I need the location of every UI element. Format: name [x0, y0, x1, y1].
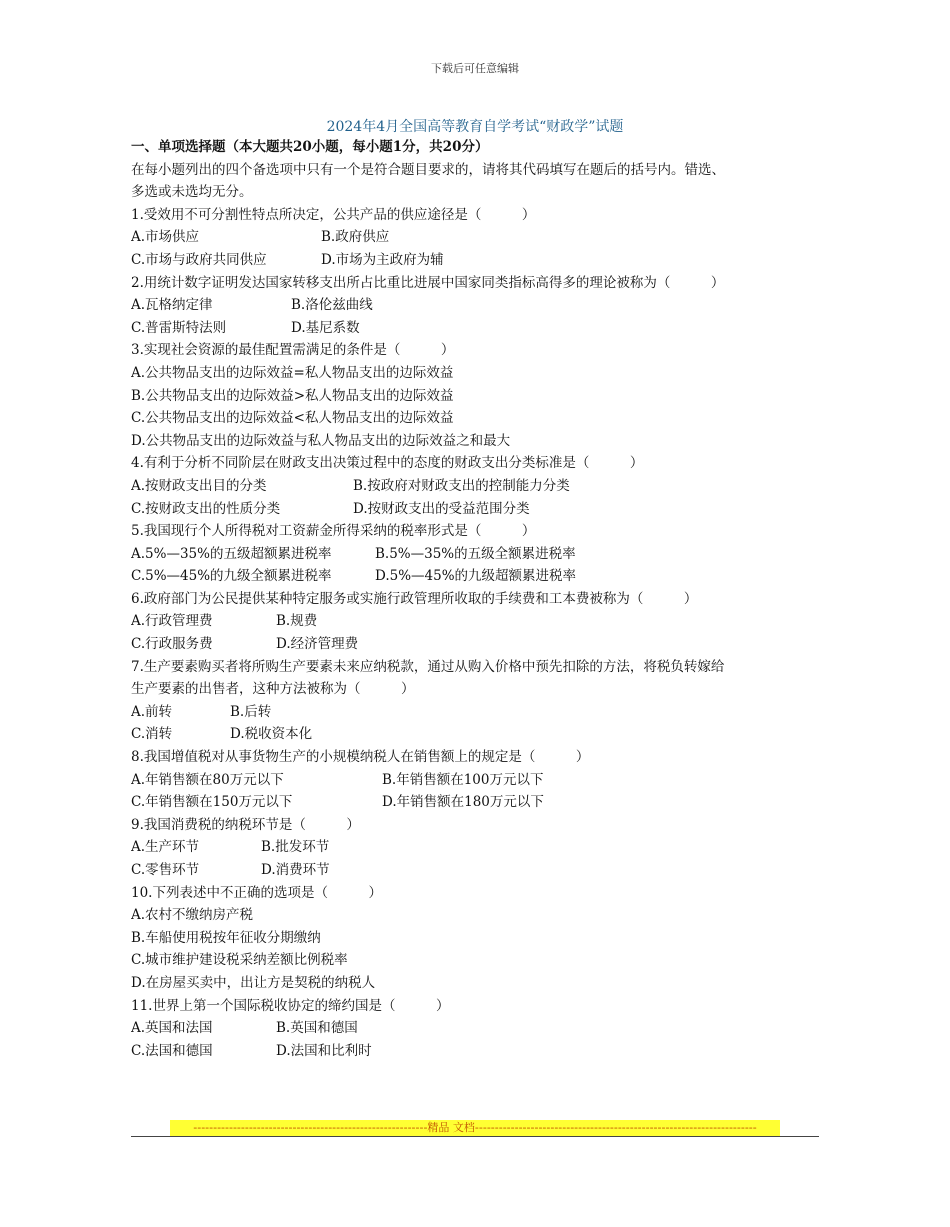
- option-row: [131, 1040, 831, 1063]
- question-stem: 1.受效用不可分割性特点所决定，公共产品的供应途径是（ ）: [131, 206, 536, 223]
- option-row: [131, 633, 831, 656]
- answer-option: B.政府供应: [321, 229, 390, 246]
- question-stem: 6.政府部门为公民提供某种特定服务或实施行政管理所收取的手续费和工本费被称为（ ）: [131, 590, 698, 607]
- question-stem: 8.我国增值税对从事货物生产的小规模纳税人在销售额上的规定是（ ）: [131, 749, 590, 766]
- option-row: [131, 294, 831, 317]
- question-item: [131, 272, 831, 340]
- option-row: [131, 543, 831, 566]
- answer-option: C.按财政支出的性质分类: [131, 500, 281, 517]
- answer-option: C.公共物品支出的边际效益<私人物品支出的边际效益: [131, 410, 454, 427]
- question-item: [131, 656, 831, 746]
- option-row: [131, 769, 831, 792]
- instructions-line-2: 多选或未选均无分。: [131, 184, 253, 201]
- question-stem: 11.世界上第一个国际税收协定的缔约国是（ ）: [131, 997, 450, 1014]
- answer-option: A.年销售额在80万元以下: [131, 771, 284, 788]
- option-row: [131, 317, 831, 340]
- option-row: [131, 475, 831, 498]
- option-row: [131, 791, 831, 814]
- answer-option: A.公共物品支出的边际效益=私人物品支出的边际效益: [131, 364, 454, 381]
- option-row: [131, 859, 831, 882]
- option-row: [131, 226, 831, 249]
- answer-option: B.洛伦兹曲线: [291, 297, 373, 314]
- option-row: [131, 1017, 831, 1040]
- answer-option: D.公共物品支出的边际效益与私人物品支出的边际效益之和最大: [131, 432, 511, 449]
- question-item: [131, 588, 831, 656]
- answer-option: A.瓦格纳定律: [131, 297, 213, 314]
- option-row: [131, 927, 831, 950]
- option-row: [131, 385, 831, 408]
- question-item: [131, 520, 831, 588]
- footer-divider: [131, 1136, 819, 1137]
- answer-option: B.年销售额在100万元以下: [382, 771, 544, 788]
- answer-option: B.规费: [276, 613, 318, 630]
- answer-option: B.英国和德国: [276, 1020, 358, 1037]
- question-item: [131, 995, 831, 1063]
- question-item: [131, 746, 831, 814]
- answer-option: D.按财政支出的受益范围分类: [353, 500, 530, 517]
- answer-option: A.农村不缴纳房产税: [131, 907, 254, 924]
- option-row: [131, 565, 831, 588]
- answer-option: B.批发环节: [261, 839, 330, 856]
- document-title: 2024年4月全国高等教育自学考试“财政学”试题: [326, 119, 624, 135]
- answer-option: D.经济管理费: [276, 636, 359, 653]
- answer-option: B.后转: [230, 703, 272, 720]
- question-stem: 7.生产要素购买者将所购生产要素未来应纳税款，通过从购入价格中预先扣除的方法，将税负转嫁给: [131, 658, 725, 675]
- question-item: [131, 452, 831, 520]
- answer-option: C.年销售额在150万元以下: [131, 794, 293, 811]
- question-stem: 生产要素的出售者，这种方法被称为（ ）: [131, 681, 415, 698]
- answer-option: B.公共物品支出的边际效益>私人物品支出的边际效益: [131, 387, 454, 404]
- answer-option: A.前转: [131, 703, 173, 720]
- answer-option: A.英国和法国: [131, 1020, 213, 1037]
- question-stem: 4.有利于分析不同阶层在财政支出决策过程中的态度的财政支出分类标准是（ ）: [131, 455, 644, 472]
- question-stem: 3.实现社会资源的最佳配置需满足的条件是（ ）: [131, 342, 455, 359]
- question-stem: 2.用统计数字证明发达国家转移支出所占比重比进展中国家同类指标高得多的理论被称为（ ）: [131, 274, 725, 291]
- option-row: [131, 610, 831, 633]
- answer-option: D.税收资本化: [230, 726, 313, 743]
- answer-option: D.在房屋买卖中，出让方是契税的纳税人: [131, 974, 376, 991]
- page-header: 下载后可任意编辑: [431, 62, 519, 75]
- answer-option: D.法国和比利时: [276, 1042, 372, 1059]
- option-row: [131, 836, 831, 859]
- answer-option: A.生产环节: [131, 839, 200, 856]
- answer-option: B.车船使用税按年征收分期缴纳: [131, 929, 321, 946]
- answer-option: C.市场与政府共同供应: [131, 251, 267, 268]
- option-row: [131, 904, 831, 927]
- option-row: [131, 701, 831, 724]
- answer-option: C.普雷斯特法则: [131, 319, 227, 336]
- option-row: [131, 249, 831, 272]
- answer-option: C.消转: [131, 726, 173, 743]
- option-row: [131, 407, 831, 430]
- answer-option: C.5%—45%的九级全额累进税率: [131, 568, 332, 585]
- answer-option: C.法国和德国: [131, 1042, 213, 1059]
- question-item: [131, 339, 831, 452]
- option-row: [131, 949, 831, 972]
- option-row: [131, 430, 831, 453]
- exam-content: [131, 136, 831, 1062]
- answer-option: B.5%—35%的五级全额累进税率: [375, 545, 576, 562]
- answer-option: C.城市维护建设税采纳差额比例税率: [131, 952, 348, 969]
- answer-option: A.按财政支出目的分类: [131, 477, 267, 494]
- answer-option: D.基尼系数: [291, 319, 360, 336]
- question-stem: 10.下列表述中不正确的选项是（ ）: [131, 884, 382, 901]
- question-stem: 5.我国现行个人所得税对工资薪金所得采纳的税率形式是（ ）: [131, 523, 536, 540]
- answer-option: D.年销售额在180万元以下: [382, 794, 544, 811]
- answer-option: D.5%—45%的九级超额累进税率: [375, 568, 577, 585]
- section-heading: 一、单项选择题（本大题共20小题，每小题1分，共20分）: [131, 139, 489, 155]
- answer-option: B.按政府对财政支出的控制能力分类: [353, 477, 570, 494]
- answer-option: D.市场为主政府为辅: [321, 251, 444, 268]
- answer-option: D.消费环节: [261, 862, 330, 878]
- question-list: [131, 204, 831, 1063]
- footer-banner: -----------------------------------------------------------精品 文档-----------------------------------------------------------------------: [170, 1120, 780, 1136]
- option-row: [131, 723, 831, 746]
- answer-option: C.零售环节: [131, 862, 200, 878]
- answer-option: C.行政服务费: [131, 636, 213, 653]
- instructions-line-1: 在每小题列出的四个备选项中只有一个是符合题目要求的，请将其代码填写在题后的括号内。错选、: [131, 161, 725, 178]
- option-row: [131, 972, 831, 995]
- option-row: [131, 498, 831, 521]
- answer-option: A.市场供应: [131, 229, 200, 246]
- question-stem: 9.我国消费税的纳税环节是（ ）: [131, 816, 360, 833]
- option-row: [131, 362, 831, 385]
- answer-option: A.行政管理费: [131, 613, 213, 630]
- question-item: [131, 882, 831, 995]
- question-item: [131, 814, 831, 882]
- question-item: [131, 204, 831, 272]
- answer-option: A.5%—35%的五级超额累进税率: [131, 545, 332, 562]
